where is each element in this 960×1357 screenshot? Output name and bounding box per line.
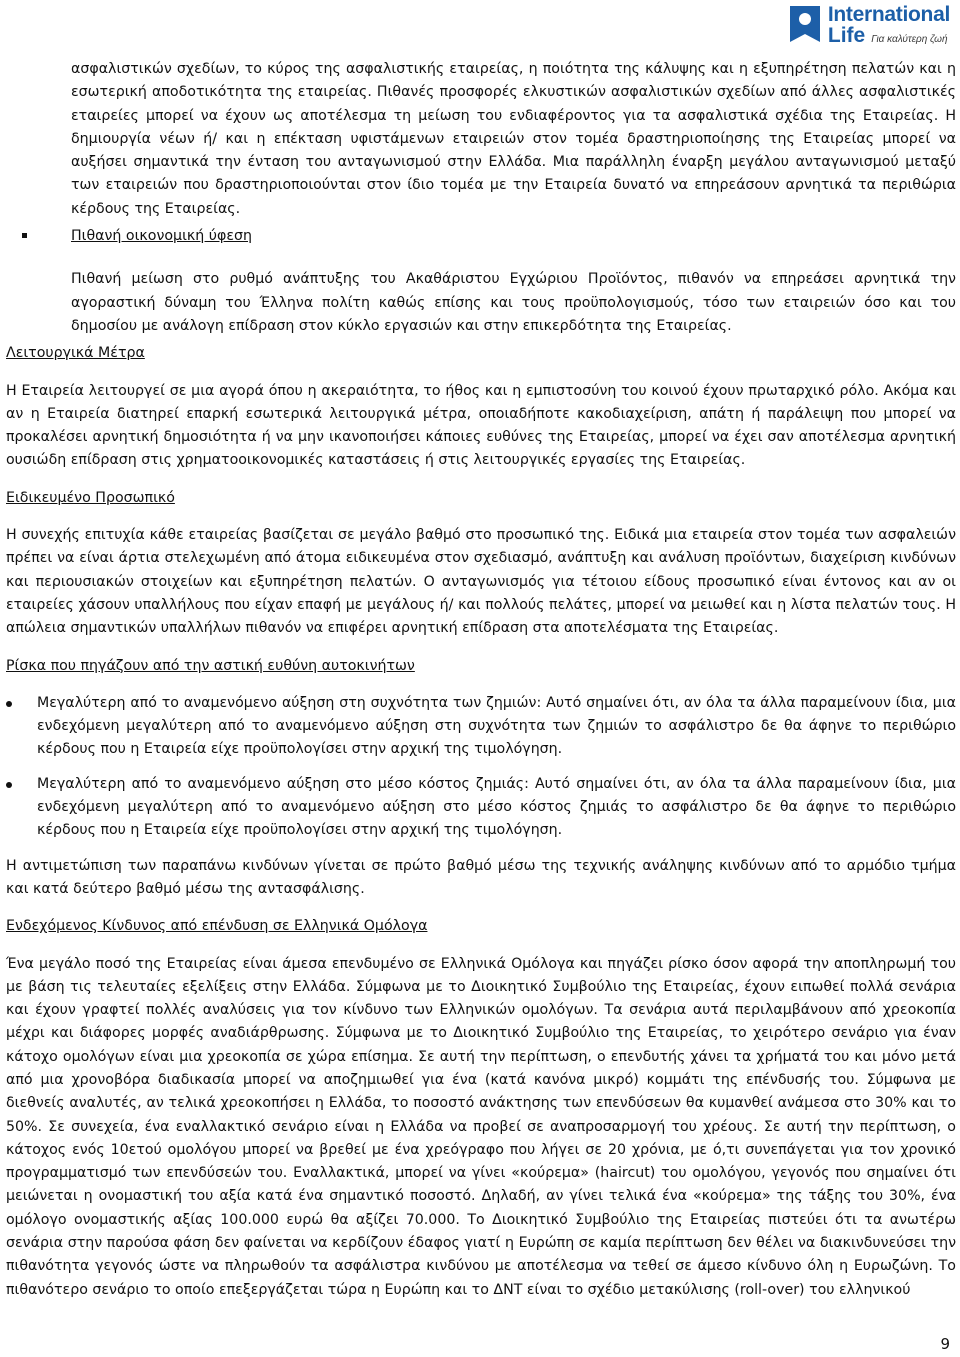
personnel-paragraph: Η συνεχής επιτυχία κάθε εταιρείας βασίζεται σε μεγάλο βαθμό στο προσωπικό της. Ειδικά μια εταιρεία στον τομέα των ασφαλειών πρέπει να είναι άρτια στελεχωμένη από άτομα ειδικευμένα στον σχεδιασμό, ανάπτυξη και ανάλυση προϊόντων, διαχείριση κινδύνων και περιουσιακών στοιχείων και εξυπηρέτηση πελατών. Ο ανταγωνισμός για τέτοιου είδους προσωπικό είναι έντονος και αν οι εταιρείες χάσουν υπαλλήλους που είχαν επαφή με μεγάλους ή/ και πολλούς πελάτες, μπορεί να μειωθεί και η λίστα πελατών τους. Η απώλεια σημαντικών υπαλλήλων πιθανόν να επιφέρει αρνητική επίδραση στα αποτελέσματα της Εταιρείας. bbox=[6, 527, 956, 637]
recession-heading: Πιθανή οικονομική ύφεση bbox=[71, 228, 252, 245]
motor-bullet-text: Μεγαλύτερη από το αναμενόμενο αύξηση στη συχνότητα των ζημιών: Αυτό σημαίνει ότι, αν όλα τα άλλα παραμείνουν ίδια, μια ενδεχόμενη μεγαλύτερη από το αναμενόμενο αύξηση στη συχνότητα των ζημιών το ασφάλιστρο δε θα άφηνε το περιθώριο κέρδους που η Εταιρεία είχε προϋπολογίσει στην αρχική της τιμολόγηση. bbox=[37, 694, 956, 758]
intro-paragraph: ασφαλιστικών σχεδίων, το κύρος της ασφαλιστικής εταιρείας, η ποιότητα της κάλυψης και η εξυπηρέτηση πελατών και η εσωτερική αποδοτικότητα της εταιρείας. Πιθανές προσφορές ελκυστικών ασφαλιστικών σχεδίων από άλλες ασφαλιστικές εταιρείες μπορεί να έχουν ως αποτέλεσμα τη μείωση του ενδιαφέροντος για τα ασφαλιστικά σχέδια της Εταιρείας. Η δημιουργία νέων ή/ και η επέκταση υφιστάμενων εταιρειών στον τομέα δραστηριοποίησης της Εταιρείας μπορεί να αυξήσει σημαντικά την ένταση του ανταγωνισμού στην Ελλάδα. Μια παράλληλη έναρξη μεγάλου ανταγωνισμού μεταξύ των εταιρειών που δραστηριοποιούνται στον ίδιο τομέα με την Εταιρεία δυνατό να επηρεάσουν αρνητικά τα περιθώρια κέρδους της Εταιρείας. bbox=[71, 61, 956, 217]
motor-bullet-list bbox=[6, 692, 956, 843]
motor-bullet-text: Μεγαλύτερη από το αναμενόμενο αύξηση στο μέσο κόστος ζημιάς: Αυτό σημαίνει ότι, αν όλα τα άλλα παραμείνουν ίδια, μια ενδεχόμενη μεγαλύτερη από το αναμενόμενο αύξηση στο μέσο κόστος ζημιάς το ασφάλιστρο δε θα άφηνε το περιθώριο κέρδους που η Εταιρεία είχε προϋπολογίσει στην αρχική της τιμολόγηση. bbox=[37, 775, 956, 839]
bullet-dot-icon bbox=[6, 782, 12, 788]
list-item bbox=[6, 692, 956, 762]
operational-heading: Λειτουργικά Μέτρα bbox=[6, 345, 145, 362]
motor-heading: Ρίσκα που πηγάζουν από την αστική ευθύνη αυτοκινήτων bbox=[6, 657, 415, 674]
bonds-heading: Ενδεχόμενος Κίνδυνος από επένδυση σε Ελληνικά Ομόλογα bbox=[6, 918, 428, 935]
recession-section bbox=[71, 225, 956, 338]
logo-name-line2: Life bbox=[827, 24, 866, 47]
logo-tagline: Για καλύτερη ζωή bbox=[871, 34, 948, 45]
square-bullet-icon bbox=[22, 233, 27, 238]
motor-closing-paragraph: Η αντιμετώπιση των παραπάνω κινδύνων γίνεται σε πρώτο βαθμό μέσω της τεχνικής ανάληψης κινδύνων από το αρμόδιο τμήμα και κατά δεύτερο βαθμό μέσω της αντασφάλισης. bbox=[6, 857, 956, 897]
page-number: 9 bbox=[940, 1335, 950, 1353]
logo-name-line1: International bbox=[827, 3, 950, 26]
document-body bbox=[6, 58, 956, 1302]
operational-paragraph: Η Εταιρεία λειτουργεί σε μια αγορά όπου η ακεραιότητα, το ήθος και η εμπιστοσύνη του κοινού έχουν πρωταρχικό ρόλο. Ακόμα και αν η Εταιρεία διατηρεί επαρκή εσωτερικά λειτουργικά μέτρα, οποιαδήποτε κακοδιαχείριση, απάτη ή παράλειψη που μπορεί να προκαλέσει αρνητική δημοσιότητα ή να μην ικανοποιήσει κάποιες ευθύνες της Εταιρείας, μπορεί να έχει σαν αποτέλεσμα αρνητική ουσιώδη επίδραση στις χρηματοοικονομικές καταστάσεις ή στις λειτουργικές εργασίες της Εταιρείας. bbox=[6, 382, 956, 469]
bonds-paragraph: Ένα μεγάλο ποσό της Εταιρείας είναι άμεσα επενδυμένο σε Ελληνικά Ομόλογα και πηγάζει ρίσκο όσον αφορά την αποπληρωμή του με βάση τις τελευταίες εξελίξεις στην Ελλάδα. Σύμφωνα με το Διοικητικό Συμβούλιο της Εταιρείας, έχουν ειπωθεί πολλά σενάρια και έχουν γραφτεί πολλές αναλύσεις για τον κίνδυνο των Ελληνικών ομολόγων. Τα σενάρια αυτά περιλαμβάνουν από χρεοκοπία μέχρι και διάφορες μορφές αναδιάρθρωσης. Σύμφωνα με το Διοικητικό Συμβούλιο της Εταιρείας, το χειρότερο σενάριο για έναν κάτοχο ομολόγων είναι μια χρεοκοπία σε χώρα επίσημα. Σε αυτή την περίπτωση, ο επενδυτής χάνει τα χρήματά του και μόνο μετά από μια χρονοβόρα διαδικασία μπορεί να αποζημιωθεί για ένα (κατά κανόνα μικρό) κομμάτι της επένδυσής του. Σύμφωνα με διεθνείς αναλυτές, αν τελικά χρεοκοπήσει η Ελλάδα, το ποσοστό ανάκτησης των επενδύσεων θα κυμανθεί ανάμεσα στο 30% και το 50%. Σε συνεχεία, ένα εναλλακτικό σενάριο είναι η Ελλάδα να προβεί σε αναπροσαρμογή του χρέους. Σε αυτή την περίπτωση, ο κάτοχος ενός 10ετού ομολόγου μπορεί να βρεθεί με ένα χρεόγραφο που λήγει σε 20 χρόνια, με ό,τι συνεπάγεται για τον χρονικό προγραμματισμό των επενδύσεών του. Εναλλακτικά, μπορεί να γίνει «κούρεμα» (haircut) του ομολόγου, γεγονός που σημαίνει ότι μειώνεται η ονομαστική του αξία κατά ένα σημαντικό ποσοστό. Δηλαδή, αν γίνει τελικά ένα «κούρεμα» της τάξης του 30%, ένα ομόλογο ονομαστικής αξίας 100.000 ευρώ θα αξίζει 70.000. Το Διοικητικό Συμβούλιο της Εταιρείας πιστεύει ότι τα ανωτέρω σενάρια στην παρούσα φάση δεν φαίνεται να κερδίζουν έδαφος γιατί η Ευρώπη σε καμία περίπτωση δεν θέλει να διακινδυνεύσει την πιθανότητα γεγονός ώστε να πληρωθούν τα ασφάλιστρα κινδύνου με αποτέλεσμα να τεθεί σε άμεσο κίνδυνο όλη η Ευρωζώνη. Το πιθανότερο σενάριο το οποίο επεξεργάζεται τώρα η Ευρώπη και το ΔΝΤ είναι το σχέδιο μετακύλισης (roll-over) του ελληνικού bbox=[6, 955, 956, 1298]
personnel-heading: Ειδικευμένο Προσωπικό bbox=[6, 489, 175, 506]
list-item bbox=[6, 773, 956, 843]
logo-mark-icon bbox=[788, 4, 822, 44]
bullet-dot-icon bbox=[6, 701, 12, 707]
company-logo bbox=[788, 4, 950, 47]
recession-paragraph: Πιθανή μείωση στο ρυθμό ανάπτυξης του Ακαθάριστου Εγχώριου Προϊόντος, πιθανόν να επηρεάσει αρνητικά την αγοραστική δύναμη του Έλληνα πολίτη καθώς επίσης και τους προϋπολογισμούς, τόσο των εταιρειών όσο και του δημοσίου με ανάλογη επίδραση στον κύκλο εργασιών και στην επικερδότητα της Εταιρείας. bbox=[71, 271, 956, 334]
